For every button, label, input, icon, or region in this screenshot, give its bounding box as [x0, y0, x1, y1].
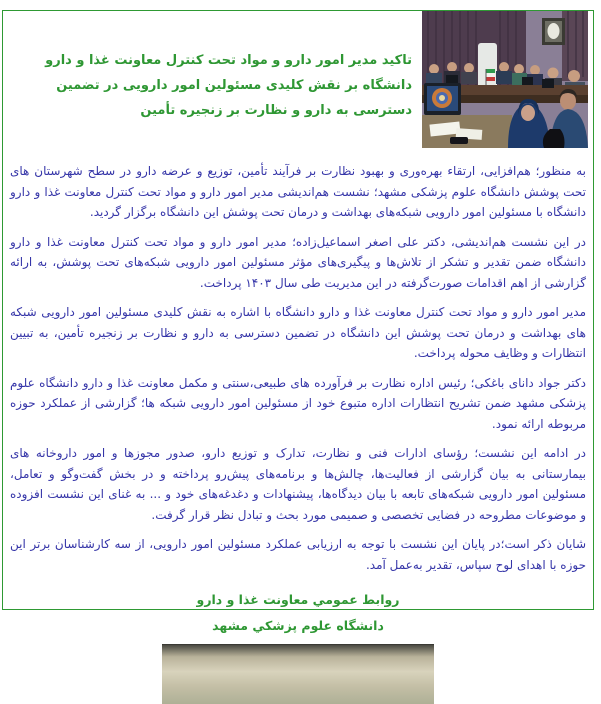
- paragraph-1: به منظور؛ هم‌افزایی، ارتقاء بهره‌وری و بهبود نظارت بر فرآیند تأمین، توزیع و عرضه دارو در سطح شهرستان های تحت پوشش دانشگاه علوم پزشکی مشهد؛ نشست هم‌اندیشی مدیر امور دارو و مواد تحت کنترل معاونت غذا و دارو دانشگاه با مسئولین امور دارویی شبکه‌های بهداشت و درمان تحت پوشش این دانشگاه برگزار گردید.: [10, 164, 586, 219]
- paragraph-2: در این نشست هم‌اندیشی، دکتر علی اصغر اسماعیل‌زاده؛ مدیر امور دارو و مواد تحت کنترل معاونت غذا و دارو دانشگاه ضمن تقدیر و تشکر از تلاش‌ها و پیگیری‌های مؤثر مسئولین امور دارویی شبکه‌های تحت پوشش، به ارائه گزارشی از اهم اقدامات صورت‌گرفته در این مدیریت طی سال ۱۴۰۳ پرداخت.: [10, 234, 586, 290]
- article-title: تاکید مدیر امور دارو و مواد تحت کنترل معاونت غذا و دارو دانشگاه بر نقش کلیدی مسئولین امور دارویی در تضمین دسترسی به دارو و نظارت بر زنجیره تأمین: [45, 53, 412, 118]
- paragraph-6: شایان ذکر است؛در پایان این نشست با توجه به ارزیابی عملکرد مسئولین امور دارویی، از سه کارشناسان برتر این حوزه با اهدای لوح سپاس، تقدیر به‌عمل آمد.: [10, 537, 586, 572]
- phone: [450, 137, 468, 144]
- article-footer: [8, 587, 588, 639]
- article-border-frame: [2, 10, 594, 633]
- article-head: [8, 11, 588, 152]
- paragraph-5: در ادامه این نشست؛ رؤسای ادارات فنی و نظارت، تدارک و توزیع دارو، صدور مجوزها و امور داروخانه های بیمارستانی به بیان گزارشی از فعالیت‌ها، چالش‌ها و برنامه‌های پیش‌رو پرداخته و در بخش گفت‌وگو و تعامل، مسئولین امور دارویی شبکه‌های تابعه با بیان دیدگاه‌ها، پیشنهادات و دغدغه‌های خود و ... به غنای این نشست افزوده و موضوعات مطروحه در فضایی تخصصی و صمیمی مورد بحث و تبادل نظر قرار گرفت.: [10, 446, 586, 522]
- paragraph-3: مدیر امور دارو و مواد تحت کنترل معاونت غذا و دارو دانشگاه با اشاره به نقش کلیدی مسئولین امور دارویی شبکه های بهداشت و درمان تحت پوشش این دانشگاه در تضمین دسترسی به دارو و نظارت بر زنجیره تأمین، به تبیین انتظارات و وظایف محوله پرداخت.: [10, 305, 586, 360]
- cropped-bottom-photo: [162, 644, 434, 704]
- paragraph-4: دکتر جواد دانای باغکی؛ رئیس اداره نظارت بر فرآورده های طبیعی،سنتی و مکمل معاونت غذا و دارو دانشگاه علوم پزشکی مشهد ضمن تشریح انتظارات اداره متبوع خود از مسئولین امور دارویی شبکه ها؛ گزارشی از عملکرد حوزه مربوطه ارائه نمود.: [10, 375, 586, 431]
- article-content: [3, 11, 593, 704]
- footer-university: دانشگاه علوم پزشكي مشهد: [212, 618, 384, 633]
- footer-public-relations: روابط عمومي معاونت غذا و دارو: [196, 592, 400, 607]
- meeting-room-photo: [422, 11, 588, 148]
